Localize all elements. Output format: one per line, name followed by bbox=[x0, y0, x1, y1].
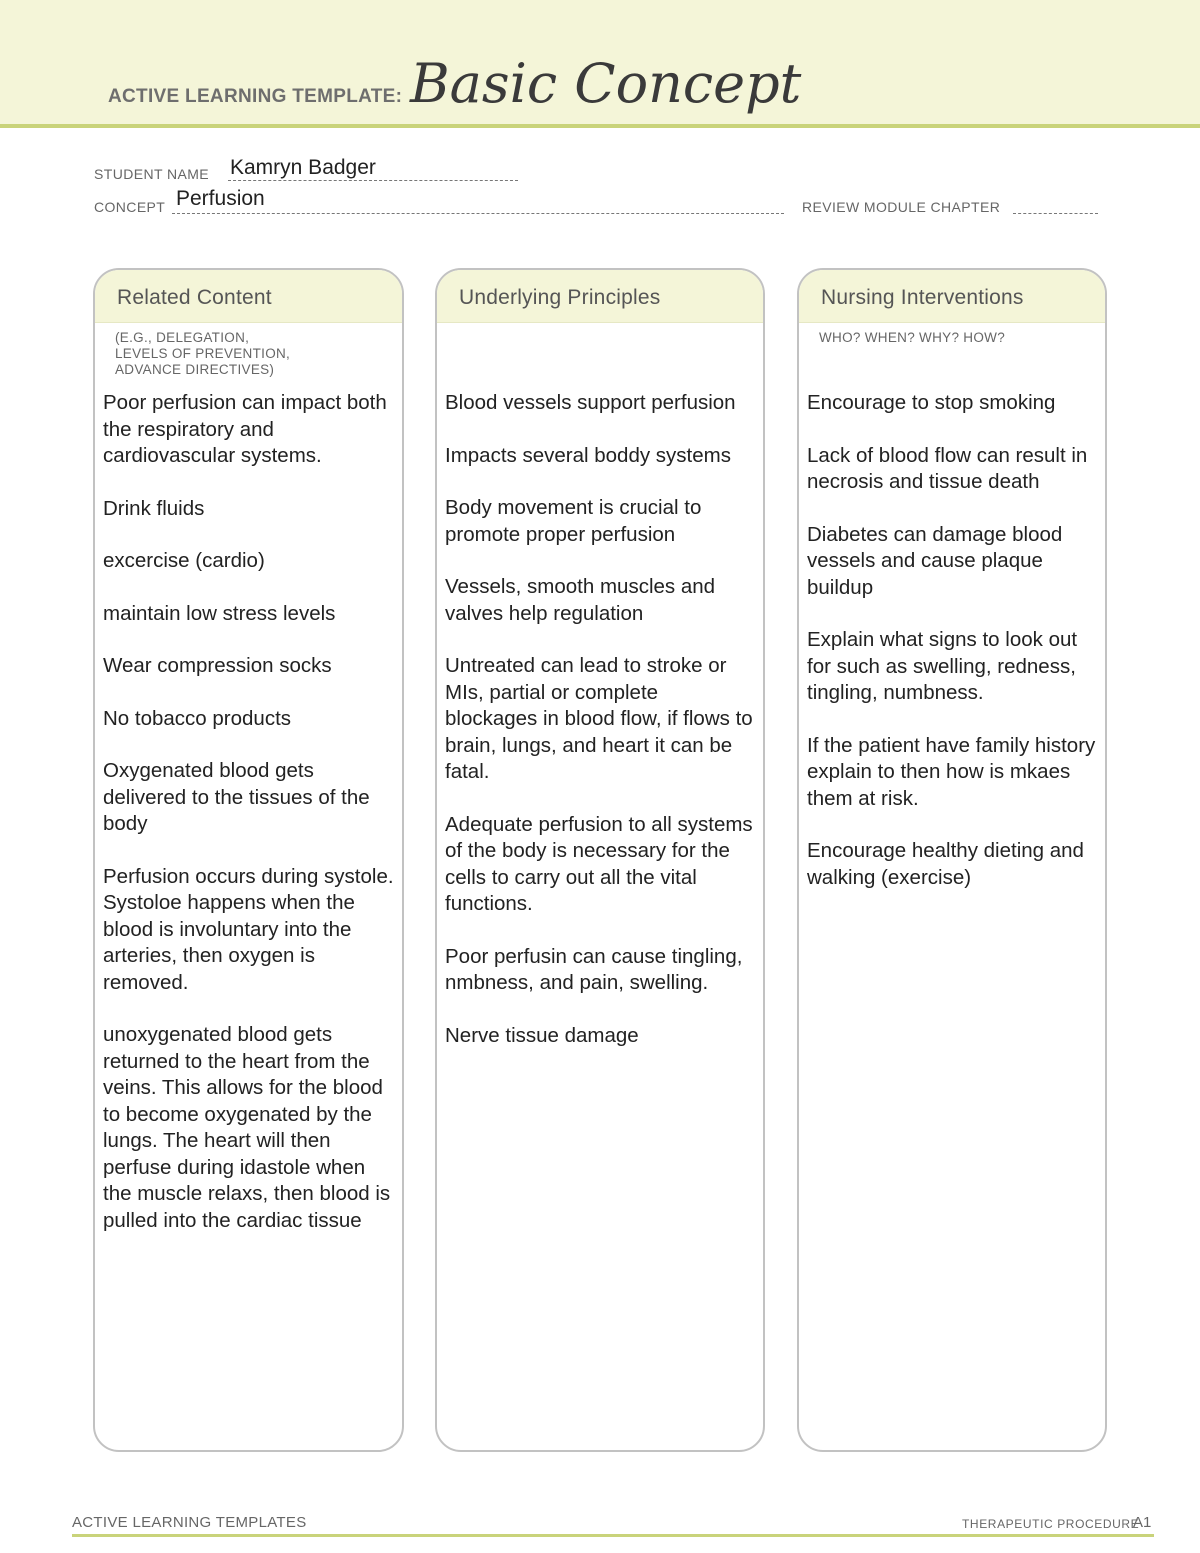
entry: Impacts several boddy systems bbox=[445, 443, 731, 467]
student-name-field[interactable]: Kamryn Badger bbox=[230, 156, 376, 179]
entry: Perfusion occurs during systole. Systoloe happens when the blood is involuntary into the arteries, then oxygen is removed. bbox=[103, 864, 394, 994]
entry: Untreated can lead to stroke or MIs, partial or complete blockages in blood flow, if flows to brain, lungs, and heart it can be fatal. bbox=[445, 654, 753, 783]
panel-body[interactable] bbox=[807, 390, 1097, 917]
entry: Poor perfusin can cause tingling, nmbness, and pain, swelling. bbox=[445, 944, 743, 994]
footer-code: A1 bbox=[1133, 1514, 1152, 1531]
review-module-line bbox=[1013, 213, 1098, 214]
entry: Vessels, smooth muscles and valves help regulation bbox=[445, 575, 716, 625]
entry: Explain what signs to look out for such as swelling, redness, tingling, numbness. bbox=[807, 628, 1078, 704]
entry: excercise (cardio) bbox=[103, 549, 265, 572]
hint-line: (E.G., DELEGATION, bbox=[115, 330, 250, 345]
footer-title: ACTIVE LEARNING TEMPLATES bbox=[72, 1514, 307, 1531]
entry: Diabetes can damage blood vessels and cause plaque buildup bbox=[807, 522, 1063, 599]
concept-label: CONCEPT bbox=[94, 199, 166, 215]
student-name-label: STUDENT NAME bbox=[94, 166, 209, 182]
panel-header bbox=[799, 270, 1105, 323]
panel-body[interactable] bbox=[103, 390, 394, 1260]
panel-header bbox=[95, 270, 402, 323]
review-module-label: REVIEW MODULE CHAPTER bbox=[802, 199, 1001, 215]
panel-hint bbox=[819, 330, 1005, 346]
hint-line: LEVELS OF PREVENTION, bbox=[115, 346, 291, 361]
entry: unoxygenated blood gets returned to the heart from the veins. This allows for the blood to become oxygenated by the lungs. The heart will then perfuse during idastole when the muscle relaxs, then blood is pulled into the cardiac tissue bbox=[103, 1023, 391, 1232]
entry: Adequate perfusion to all systems of the body is necessary for the cells to carry out all the vital functions. bbox=[445, 812, 753, 915]
entry: Poor perfusion can impact both the respiratory and cardiovascular systems. bbox=[103, 391, 387, 467]
entry: Drink fluids bbox=[103, 496, 205, 520]
panel-title: Related Content bbox=[117, 286, 272, 309]
header-rule bbox=[0, 124, 1200, 128]
entry: Encourage to stop smoking bbox=[807, 391, 1056, 414]
entry: Oxygenated blood gets delivered to the tissues of the body bbox=[103, 759, 370, 835]
footer-rule bbox=[72, 1534, 1154, 1537]
panel-body[interactable] bbox=[445, 390, 755, 1075]
concept-field[interactable]: Perfusion bbox=[176, 187, 265, 210]
concept-line bbox=[172, 213, 784, 214]
entry: Lack of blood flow can result in necrosis and tissue death bbox=[807, 443, 1088, 493]
footer-section: THERAPEUTIC PROCEDURE bbox=[962, 1517, 1140, 1531]
panel-title: Underlying Principles bbox=[459, 286, 661, 309]
panel-hint bbox=[115, 330, 290, 378]
panel-header bbox=[437, 270, 763, 323]
panel-related-content bbox=[93, 268, 404, 1452]
entry: Body movement is crucial to promote proper perfusion bbox=[445, 496, 702, 546]
entry: If the patient have family history explain to then how is mkaes them at risk. bbox=[807, 733, 1096, 810]
template-label: ACTIVE LEARNING TEMPLATE: bbox=[108, 86, 403, 107]
panel-underlying-principles bbox=[435, 268, 765, 1452]
entry: Nerve tissue damage bbox=[445, 1023, 639, 1047]
hint-line: WHO? WHEN? WHY? HOW? bbox=[819, 330, 1006, 345]
entry: maintain low stress levels bbox=[103, 601, 336, 625]
hint-line: ADVANCE DIRECTIVES) bbox=[115, 362, 275, 377]
template-title: Basic Concept bbox=[410, 52, 802, 115]
entry: No tobacco products bbox=[103, 706, 292, 730]
entry: Blood vessels support perfusion bbox=[445, 391, 736, 414]
panel-nursing-interventions bbox=[797, 268, 1107, 1452]
entry: Wear compression socks bbox=[103, 654, 332, 677]
panel-title: Nursing Interventions bbox=[821, 286, 1024, 309]
entry: Encourage healthy dieting and walking (exercise) bbox=[807, 839, 1084, 889]
student-name-line bbox=[228, 180, 518, 181]
